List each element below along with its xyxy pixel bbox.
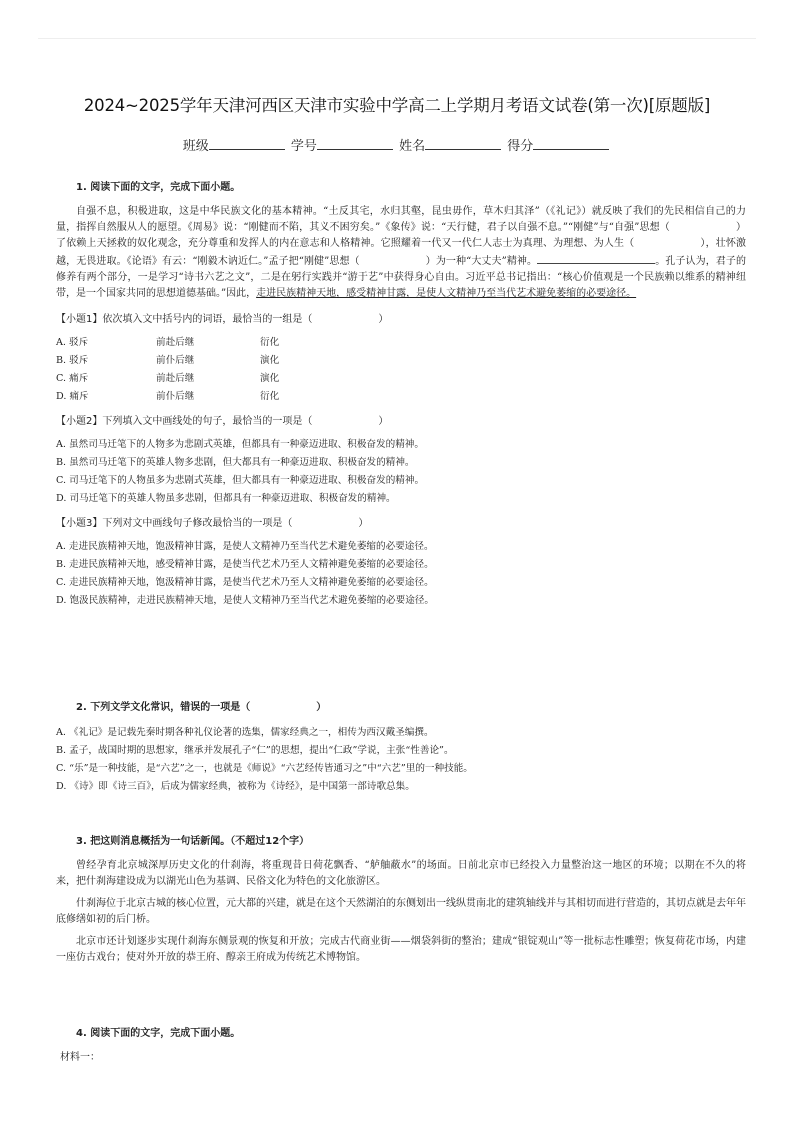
question-3: [56, 834, 746, 966]
student-info-row: [0, 135, 794, 154]
question-3-passage: [56, 858, 746, 966]
class-blank[interactable]: [209, 135, 285, 150]
option-d[interactable]: D. 《诗》即《诗三百》，后成为儒家经典，被称为《诗经》，是中国第一部诗歌总集。: [56, 781, 415, 792]
top-divider: [38, 38, 756, 39]
score-label: 得分: [507, 139, 534, 154]
underline-blank: [537, 252, 655, 264]
option-d[interactable]: D. 饱汲民族精神，走进民族精神天地，是使人文精神乃至当代艺术避免萎缩的必要途径。: [56, 595, 435, 606]
subquestion-tag: 【小题1】: [56, 314, 103, 325]
news-paragraph: 北京市还计划逐步实现什刹海东侧景观的恢复和开放；完成古代商业街——烟袋斜街的整治；建成“银锭观山”等一批标志性雕塑；恢复荷花市场，内建一座仿古戏台；使对外开放的恭王府、醇亲王府成为传统艺术博物馆。: [56, 936, 746, 963]
subquestion-2-options: [56, 436, 746, 508]
passage-text: 自强不息，积极进取，这是中华民族文化的基本精神。“土反其宅，水归其壑，昆虫毋作，草木归其泽”（《礼记》）就反映了我们的先民相信自己的力量，指挥自然服从人的愿望。《周易》说：“刚健而不陷，其义不困穷矣。”《象传》说：“天行健，君子以自强不息。”“刚健”与“自强”思想（: [56, 206, 746, 233]
question-3-heading: 3. 把这则消息概括为一句话新闻。（不超过12个字）: [76, 836, 310, 847]
underlined-sentence: 走进民族精神天地，感受精神甘露，是使人文精神乃至当代艺术避免萎缩的必要途径。: [256, 288, 637, 299]
option-c[interactable]: C. “乐”是一种技能，是“六艺”之一，也就是《师说》“六艺经传皆通习之”中“六艺”里的一种技能。: [56, 763, 473, 774]
option-b[interactable]: B. 走进民族精神天地，感受精神甘露，是使当代艺术乃至人文精神避免萎缩的必要途径。: [56, 559, 434, 570]
subquestion-3: 【小题3】下列对文中画线句子修改最恰当的一项是（ ）: [56, 518, 369, 529]
question-2: [56, 700, 746, 796]
subquestion-text: 下列填入文中画线处的句子，最恰当的一项是（: [102, 416, 313, 427]
option-b[interactable]: B. 孟子，战国时期的思想家，继承并发展孔子“仁”的思想，提出“仁政”学说，主张“性善论”。: [56, 745, 454, 756]
option-row[interactable]: A. 驳斥 前赴后继 衍化: [56, 337, 280, 348]
option-row[interactable]: D. 痛斥 前仆后继 衍化: [56, 391, 280, 402]
id-blank[interactable]: [317, 135, 393, 150]
option-d[interactable]: D. 司马迁笔下的英雄人物虽多悲剧，但都具有一种豪迈进取、积极奋发的精神。: [56, 493, 396, 504]
subquestion-tag: 【小题2】: [56, 416, 103, 427]
subquestion-tag: 【小题3】: [56, 518, 103, 529]
passage-text: ），壮怀激越，无畏进取。《论语》有云：“刚毅木讷近仁。”孟子把“刚健”思想（: [56, 238, 747, 267]
subquestion-text: 依次填入文中括号内的词语，最恰当的一组是（: [102, 314, 313, 325]
question-1: [56, 180, 746, 610]
class-label: 班级: [182, 139, 209, 154]
id-label: 学号: [290, 139, 317, 154]
score-blank[interactable]: [533, 135, 609, 150]
passage-text: ）了依赖上天拯救的奴化观念，充分尊重和发挥人的内在意志和人格精神。它照耀着一代又一代仁人志士为真理、为理想、为人生（: [56, 222, 746, 249]
option-a[interactable]: A. 虽然司马迁笔下的人物多为悲剧式英雄，但都具有一种豪迈进取、积极奋发的精神。: [56, 439, 424, 450]
question-1-heading: 1. 阅读下面的文字，完成下面小题。: [76, 182, 241, 193]
option-c[interactable]: C. 司马迁笔下的人物虽多为悲剧式英雄，但大都具有一种豪迈进取、积极奋发的精神。: [56, 475, 425, 486]
subquestion-text: 下列对文中画线句子修改最恰当的一项是（: [102, 518, 293, 529]
question-1-passage: [56, 204, 746, 302]
option-row[interactable]: B. 驳斥 前仆后继 演化: [56, 355, 280, 366]
page-title: 2024~2025学年天津河西区天津市实验中学高二上学期月考语文试卷(第一次)[原题版]: [83, 96, 711, 115]
question-2-heading: 2. 下列文学文化常识，错误的一项是（ ）: [76, 702, 327, 713]
subquestion-2: 【小题2】下列填入文中画线处的句子，最恰当的一项是（ ）: [56, 416, 389, 427]
question-4-heading: 4. 阅读下面的文字，完成下面小题。: [76, 1028, 241, 1039]
news-paragraph: 什刹海位于北京古城的核心位置，元大都的兴建，就是在这个天然湖泊的东侧划出一线纵贯南北的建筑轴线并与其相切而进行营造的，其切点就是去年年底修缮如初的后门桥。: [56, 898, 746, 925]
subquestion-1: 【小题1】依次填入文中括号内的词语，最恰当的一组是（ ）: [56, 314, 389, 325]
passage-text: 。孔子认为，君子的修养有两个部分，一是学习“诗书六艺之文”，二是在躬行实践并“游于艺”中获得身心自由。习近平总书记指出：“核心价值观是一个民族赖以维系的精神纽带，是一个国家共同的思想道德基础。”因此，: [56, 256, 746, 299]
option-b[interactable]: B. 虽然司马迁笔下的英雄人物多悲剧，但大都具有一种豪迈进取、积极奋发的精神。: [56, 457, 415, 468]
option-a[interactable]: A. 走进民族精神天地，饱汲精神甘露，是使人文精神乃至当代艺术避免萎缩的必要途径。: [56, 541, 434, 552]
name-blank[interactable]: [425, 135, 501, 150]
question-4: [56, 1026, 746, 1066]
option-a[interactable]: A. 《礼记》是记载先秦时期各种礼仪论著的选集，儒家经典之一，相传为西汉戴圣编撰。: [56, 727, 434, 738]
material-label: 材料一：: [60, 1052, 100, 1063]
subquestion-1-options: [56, 334, 746, 406]
name-label: 姓名: [399, 139, 426, 154]
passage-text: ）为一种“大丈夫”精神。: [425, 256, 538, 267]
question-2-options: [56, 724, 746, 796]
option-c[interactable]: C. 走进民族精神天地，饱汲精神甘露，是使当代艺术乃至人文精神避免萎缩的必要途径。: [56, 577, 434, 588]
subquestion-3-options: [56, 538, 746, 610]
news-paragraph: 曾经孕育北京城深厚历史文化的什刹海，将重现昔日荷花飘香、“舻舳蔽水”的场面。日前北京市已经投入力量整治这一地区的环境；以期在不久的将来，把什刹海建设成为以湖光山色为基调、民俗文化为特色的文化旅游区。: [56, 860, 746, 887]
option-row[interactable]: C. 痛斥 前赴后继 演化: [56, 373, 280, 384]
